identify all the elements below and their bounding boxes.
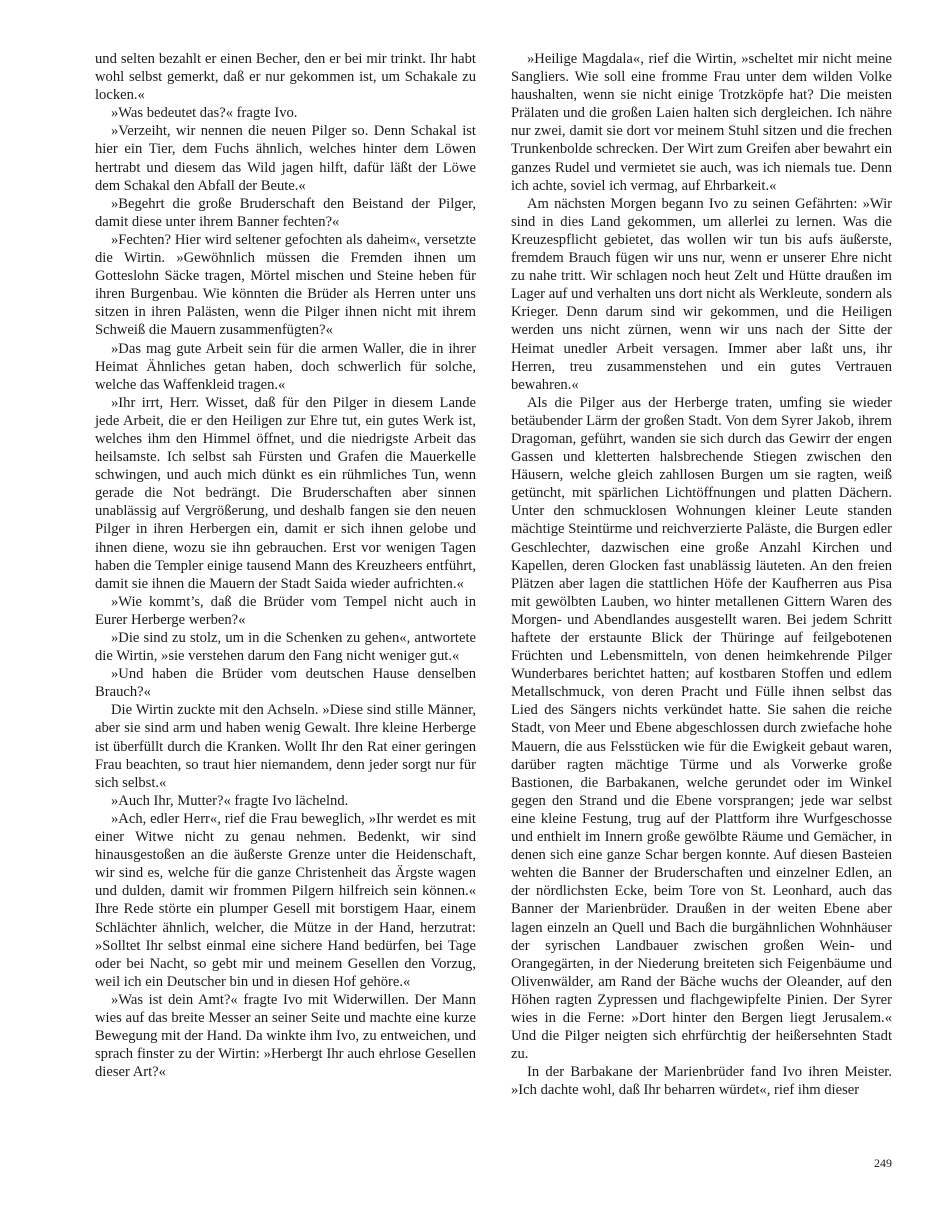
page-number: 249	[874, 1156, 892, 1170]
paragraph: »Auch Ihr, Mutter?« fragte Ivo lächelnd.	[111, 792, 349, 809]
paragraph: »Wie kommt’s, daß die Brüder vom Tempel nicht auch in Eurer Herberge werben?«	[95, 593, 476, 628]
paragraph: »Verzeiht, wir nennen die neuen Pilger so. Denn Schakal ist hier ein Tier, dem Fuchs ähnlich, welches hinter dem Löwen hertrabt und diesem das Wild jagen hilft, dafür läßt der Löwe dem Schakal den Abfall der Beute.«	[95, 123, 476, 194]
paragraph: Als die Pilger aus der Herberge traten, umfing sie wieder betäubender Lärm der großen Stadt. Von dem Syrer Jakob, ihrem Dragoman, geführt, wanden sie sich durch das Gewirr der engen Gassen und kletterten halsbrechende Stiegen zwischen den Häusern, welche gleich zahllosen Burgen um sie ragten, weiß getüncht, mit spärlichen Lichtöffnungen und platten Dächern. Unter den schmucklosen Wohnungen kleiner Leute standen mächtige Steintürme und reichverzierte Paläste, die Burgen edler Geschlechter, dazwischen eine große Anzahl Kirchen und Kapellen, deren Glocken fast unablässig läuteten. An den freien Plätzen aber lagen die stattlichen Höfe der Kaufherren aus Pisa mit gewölbten Lauben, wo hinter metallenen Gittern Waren des Morgen- und Abendlandes ausgestellt waren. Bei jedem Schritt haftete der erstaunte Blick der Thüringe auf feilgebotenen Früchten und Lebensmitteln, von denen heimkehrende Pilger Wunderbares berichtet hatten; auf kostbaren Stoffen und edlem Metallschmuck, von deren Pracht und Fülle ihnen selbst das Lied des Sängers nichts verkündet hatte. Sie sahen die reiche Stadt, von Meer und Ebene abgeschlossen durch zwiefache hohe Mauern, die aus Felsstücken wie für die Ewigkeit gebaut waren, darüber ragten mächtige Türme und als Vorwerke große Bastionen, die Barbakanen, welche gerundet oder im Winkel gegen den Strand und die Ebene vorsprangen; jede war selbst eine kleine Festung, trug auf der Plattform ihre Wurfgeschosse und enthielt im Innern große gewölbte Räume und Gemächer, in denen sich eine ganze Schar bergen konnte. Auf diesen Basteien wehten die Banner der Bruderschaften und einzelner Edlen, an der nördlichsten Ecke, beim Tore von St. Leonhard, auch das Banner der Marienbrüder. Draußen in der weiten Ebene aber lagen einzeln an Quell und Bach die burgähnlichen Wohnhäuser der syrischen Landbauer zwischen großen Wein- und Orangegärten, in der Niederung breiteten sich Feigenbäume und Olivenwälder, am Rand der Bäche wuchs der Oleander, auf den Höhen ragten Zypressen und flachgewipfelte Pinien. Der Syrer wies in die Ferne: »Dort hinter den Bergen liegt Jerusalem.« Und die Pilger neigten sich ehrfürchtig der heißersehnten Stadt zu.	[511, 394, 892, 1063]
paragraph: In der Barbakane der Marienbrüder fand Ivo ihren Meister. »Ich dachte wohl, daß Ihr beharren würdet«, rief ihm dieser	[511, 1064, 892, 1099]
paragraph: und selten bezahlt er einen Becher, den er bei mir trinkt. Ihr habt wohl selbst gemerkt, daß er nur gekommen ist, um Schakale zu locken.«	[95, 51, 476, 104]
paragraph: »Heilige Magdala«, rief die Wirtin, »scheltet mir nicht meine Sangliers. Wie soll eine fromme Frau unter dem wilden Volke haushalten, wenn sie nicht einige Trotzköpfe hat? Die meisten Prälaten und die großen Laien halten sich dergleichen. Ich nähre nur zwei, damit sie dort vor meinem Stuhl sitzen und die frechen Trunkenbolde schrecken. Der Wirt zum Greifen aber bewahrt ein ganzes Rudel und vermietet sie auch, was ich niemals tue. Denn ich achte, soviel ich vermag, auf Ehrbarkeit.«	[511, 51, 892, 194]
paragraph: »Was ist dein Amt?« fragte Ivo mit Widerwillen. Der Mann wies auf das breite Messer an seiner Seite und machte eine kurze Bewegung mit der Hand. Da winkte ihm Ivo, zu entweichen, und sprach finster zu der Wirtin: »Herbergt Ihr auch ehrlose Gesellen dieser Art?«	[95, 991, 476, 1081]
paragraph: »Begehrt die große Bruderschaft den Beistand der Pilger, damit diese unter ihrem Banner fechten?«	[95, 195, 476, 230]
paragraph: »Fechten? Hier wird seltener gefochten als daheim«, versetzte die Wirtin. »Gewöhnlich müssen die Fremden ihnen um Gotteslohn Säcke tragen, Mörtel mischen und Steine heben für ihren Burgenbau. Wie könnten die Brüder als Herren unter uns sitzen in ihren Palästen, wenn die Pilger ihnen nicht mit ihrem Schweiß die Mauern zusammenfügten?«	[95, 231, 476, 339]
paragraph: »Was bedeutet das?« fragte Ivo.	[111, 105, 298, 122]
paragraph: »Ihr irrt, Herr. Wisset, daß für den Pilger in diesem Lande jede Arbeit, die er den Heiligen zur Ehre tut, ein gutes Werk ist, welches ihm den Himmel öffnet, und die niedrigste Arbeit das heilsamste. Ich selbst sah Fürsten und Grafen die Mauerkelle schwingen, und auch mich dünkt es ein rühmliches Tun, wenn gerade die Not bedrängt. Die Bruderschaften aber sinnen unablässig auf Vergrößerung, und deshalb fangen sie den neuen Pilger in ihren Herbergen ein, damit er sich ihnen gelobe und ihnen diene, wozu sie ihn gebrauchen. Erst vor wenigen Tagen haben die Templer einige tausend Mann des Kreuzheers entführt, damit sie ihnen die Mauern der Stadt Saida wieder aufrichten.«	[95, 394, 476, 592]
right-text-column	[511, 50, 892, 1099]
paragraph: »Und haben die Brüder vom deutschen Hause denselben Brauch?«	[95, 666, 476, 701]
paragraph: »Das mag gute Arbeit sein für die armen Waller, die in ihrer Heimat Ähnliches getan haben, doch schwerlich für solche, welche das Waffenkleid tragen.«	[95, 340, 476, 393]
paragraph: »Die sind zu stolz, um in die Schenken zu gehen«, antwortete die Wirtin, »sie verstehen darum den Fang nicht weniger gut.«	[95, 630, 476, 665]
paragraph: Die Wirtin zuckte mit den Achseln. »Diese sind stille Männer, aber sie sind arm und haben wenig Gewalt. Ihre kleine Herberge ist überfüllt durch die Kranken. Wollt Ihr den Rat einer geringen Frau beachten, so traut hier niemandem, denn jeder sorgt nur für sich selbst.«	[95, 702, 476, 791]
left-text-column	[95, 50, 476, 1081]
paragraph: »Ach, edler Herr«, rief die Frau beweglich, »Ihr werdet es mit einer Witwe nicht zu genau nehmen. Bedenkt, wir sind hinausgestoßen an die äußerste Grenze unter die Heidenschaft, wir sind es, welche für die ganze Christenheit das Ärgste wagen und dulden, damit wir frommen Pilgern hilfreich sein können.« Ihre Rede störte ein plumper Gesell mit borstigem Haar, einem Schlächter ähnlich, welcher, die Mütze in der Hand, herzutrat: »Solltet Ihr selbst einmal eine sichere Hand bedürfen, bei Tage oder bei Nacht, so gebt mir und meinem Gesellen den Vorzug, weil ich ein Deutscher bin und in diesen Hof gehöre.«	[95, 810, 476, 990]
paragraph: Am nächsten Morgen begann Ivo zu seinen Gefährten: »Wir sind in dies Land gekommen, um allerlei zu lernen. Was die Kreuzespflicht gebietet, das wollen wir tun bis aufs äußerste, fremdem Brauch fügen wir uns nur, wenn er unserer Ehre nicht zu nahe tritt. Wir schlagen noch heut Zelt und Hütte draußen im Lager auf und verhalten uns dort nicht als Werkleute, sondern als Krieger. Denn darum sind wir gekommen, und die Heiligen werden uns nicht zürnen, wenn wir uns nach der Sitte der Heimat unedler Arbeit versagen. Immer aber laßt uns, ihr Herren, treu zusammenstehen und ein gutes Vertrauen bewahren.«	[511, 195, 892, 393]
